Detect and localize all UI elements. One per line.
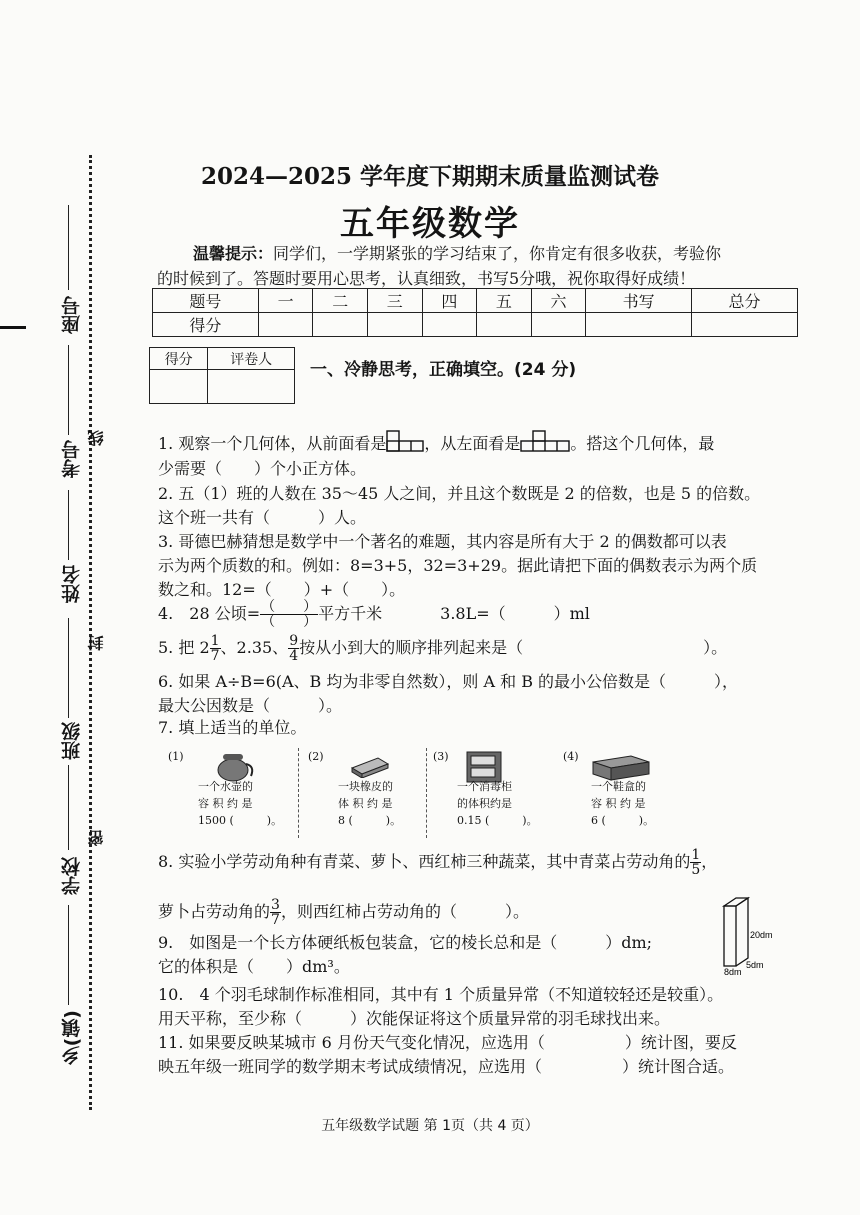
q11-text-b: 映五年级一班同学的数学期末考试成绩情况，应选用（ ）统计图合适。 (158, 1057, 735, 1076)
q4-text-c: 3.8L=（ ）ml (440, 604, 590, 623)
q3-text-b: 示为两个质数的和。例如：8=3+5，32=3+29。据此请把下面的偶数表示为两个质 (158, 556, 758, 575)
item-line-3: 8 ( )。 (338, 814, 402, 827)
q5-text-a: 5. 把 2 (158, 638, 210, 657)
item-number: (1) (168, 750, 184, 763)
q5-text-b: 、2.35、 (220, 638, 289, 657)
q9-dim-width: 5dm (746, 960, 764, 970)
item-line-2: 容 积 约 是 (198, 797, 253, 810)
q2-text-b: 这个班一共有（ ）人。 (158, 508, 367, 527)
score-header: 一 (258, 289, 313, 313)
exam-title: 2024—2025 学年度下期期末质量监测试卷 (200, 163, 660, 190)
q1-text-d: 少需要（ ）个小正方体。 (158, 459, 367, 478)
score-table (152, 288, 798, 337)
q3-text-c: 数之和。12=（ ）+（ ）。 (158, 580, 406, 599)
q1-text-b: ，从左面看是 (424, 434, 521, 453)
exam-no-label: 考号 (61, 440, 83, 478)
item-text (338, 778, 401, 829)
name-label: 姓名 (61, 565, 83, 603)
score-cell[interactable] (313, 313, 368, 337)
score-row-label: 得分 (153, 313, 259, 337)
q8-f1-num: 1 (691, 847, 701, 863)
item-line-1: 一块橡皮的 (338, 780, 393, 793)
grader-name-label: 评卷人 (208, 348, 295, 370)
grader-table (149, 347, 295, 404)
q7-item-shoebox (563, 748, 683, 838)
q1-text-a: 1. 观察一个几何体，从前面看是 (158, 434, 387, 453)
score-header: 书写 (586, 289, 692, 313)
tip-text-1: 同学们，一学期紧张的学习结束了，你肯定有很多收获，考验你 (273, 244, 722, 263)
q5-fraction-1 (210, 634, 221, 663)
grader-score-cell[interactable] (150, 370, 208, 404)
exam-no-blank[interactable] (68, 345, 69, 435)
q4-text-a: 4. 28 公顷= (158, 604, 261, 623)
cuboid-box-figure (716, 894, 808, 976)
score-header: 总分 (692, 289, 798, 313)
eraser-icon (348, 754, 392, 778)
score-header: 五 (477, 289, 532, 313)
q9-dim-length: 8dm (724, 967, 742, 976)
question-8-line-1: 8. 实验小学劳动角种有青菜、萝卜、西红柿三种蔬菜，其中青菜占劳动角的 $\frac{1}{5}$ ， (158, 847, 718, 878)
q4-numerator: （ ） (261, 599, 318, 615)
q8-text-a: 8. 实验小学劳动角种有青菜、萝卜、西红柿三种蔬菜，其中青菜占劳动角的 (158, 852, 691, 871)
q9-dim-height: 20dm (750, 930, 773, 940)
q5-f1-num: 1 (210, 633, 220, 649)
item-line-2: 体 积 约 是 (338, 797, 393, 810)
item-line-3: 0.15 ( )。 (457, 814, 538, 827)
question-8-line-2 (158, 898, 808, 927)
item-line-1: 一个鞋盒的 (591, 780, 646, 793)
q8-fraction-2 (270, 898, 281, 927)
item-divider (298, 748, 299, 838)
q8-f2-num: 3 (271, 897, 280, 913)
item-number: (3) (433, 750, 449, 763)
q8-text-b: 萝卜占劳动角的 (158, 902, 271, 921)
score-cell[interactable] (422, 313, 477, 337)
item-line-3: 6 ( )。 (591, 814, 655, 827)
item-line-2: 的体积约是 (457, 797, 512, 810)
school-label: 学校 (61, 857, 83, 895)
section-1-title: 一、冷静思考，正确填空。(24 分) (310, 360, 577, 380)
q4-denominator: （ ） (261, 614, 318, 630)
q8-text-c: ，则西红柿占劳动角的（ ）。 (280, 902, 529, 921)
class-blank[interactable] (68, 618, 69, 718)
q8-f1-den: 5 (691, 862, 701, 878)
q11-text-a: 11. 如果要反映某城市 6 月份天气变化情况，应选用（ ）统计图，要反 (158, 1033, 737, 1052)
score-cell[interactable] (692, 313, 798, 337)
q1-text-c: 。搭这个几何体，最 (570, 434, 715, 453)
seal-line-char: 线 (87, 430, 106, 446)
left-view-icon (520, 430, 570, 452)
seal-feng-char: 封 (87, 635, 106, 651)
item-number: (4) (563, 750, 579, 763)
q5-f2-den: 4 (289, 648, 299, 664)
q8-fraction-1 (690, 848, 701, 877)
item-divider (426, 748, 427, 838)
question-5 (158, 634, 808, 663)
q3-text-a: 3. 哥德巴赫猜想是数学中一个著名的难题，其内容是所有大于 2 的偶数都可以表 (158, 532, 727, 551)
name-blank[interactable] (68, 490, 69, 560)
q9-text-b: 它的体积是（ ）dm³。 (158, 957, 350, 976)
q4-text-b: 平方千米 (318, 604, 383, 623)
q10-text-a: 10. 4 个羽毛球制作标准相同，其中有 1 个质量异常（不知道较轻还是较重）。 (158, 985, 724, 1004)
item-text (457, 778, 538, 829)
item-line-1: 一个水壶的 (198, 780, 253, 793)
q6-text-a: 6. 如果 A÷B=6(A、B 均为非零自然数），则 A 和 B 的最小公倍数是（ ）， (158, 672, 739, 691)
seat-label: 座号 (61, 296, 83, 334)
town-blank[interactable] (68, 905, 69, 1005)
q7-item-kettle (168, 748, 288, 838)
score-header: 六 (531, 289, 586, 313)
score-cell[interactable] (367, 313, 422, 337)
item-text (198, 778, 282, 829)
front-view-icon (386, 430, 424, 452)
q4-fraction (260, 600, 318, 629)
seal-mi-char: 密 (87, 830, 106, 846)
q7-item-cabinet (433, 748, 553, 838)
q8-f2-den: 7 (271, 912, 280, 928)
score-header: 题号 (153, 289, 259, 313)
q7-items (168, 748, 678, 838)
item-text (591, 778, 654, 829)
score-cell[interactable] (477, 313, 532, 337)
question-4 (158, 600, 808, 629)
item-line-1: 一个消毒柜 (457, 780, 512, 793)
q9-text-a: 9. 如图是一个长方体硬纸板包装盒，它的棱长总和是（ ）dm; (158, 933, 653, 952)
q5-fraction-2 (288, 634, 299, 663)
binding-mark (0, 326, 26, 329)
question-1 (158, 430, 808, 456)
q5-f1-den: 7 (210, 648, 220, 664)
score-header: 四 (422, 289, 477, 313)
item-number: (2) (308, 750, 324, 763)
page-footer: 五年级数学试题 第 1页（共 4 页） (321, 1118, 539, 1134)
school-blank[interactable] (68, 765, 69, 850)
q5-text-c: 按从小到大的顺序排列起来是（ (299, 638, 524, 657)
grader-name-cell[interactable] (208, 370, 295, 404)
item-line-2: 容 积 约 是 (591, 797, 646, 810)
class-label: 班级 (61, 722, 83, 760)
town-label: 乡(镇) (61, 1010, 83, 1066)
warm-tip (157, 241, 807, 291)
score-cell[interactable] (586, 313, 692, 337)
tip-text-2: 的时候到了。答题时要用心思考，认真细致，书写5分哦，祝你取得好成绩！ (157, 269, 696, 288)
seal-dotted-line (89, 155, 92, 1110)
grader-score-label: 得分 (150, 348, 208, 370)
tip-label: 温馨提示： (193, 244, 274, 263)
q5-f2-num: 9 (289, 633, 299, 649)
q5-text-d: ）。 (703, 638, 728, 657)
score-cell[interactable] (531, 313, 586, 337)
q6-text-b: 最大公因数是（ ）。 (158, 696, 343, 715)
score-header: 二 (313, 289, 368, 313)
exam-subtitle: 五年级数学 (340, 204, 520, 244)
score-header: 三 (367, 289, 422, 313)
q7-text: 7. 填上适当的单位。 (158, 718, 307, 737)
item-line-3: 1500 ( )。 (198, 814, 283, 827)
score-cell[interactable] (258, 313, 313, 337)
q2-text-a: 2. 五（1）班的人数在 35～45 人之间，并且这个数既是 2 的倍数，也是 5 的倍数。 (158, 484, 761, 503)
q7-item-eraser (308, 748, 428, 838)
q10-text-b: 用天平称，至少称（ ）次能保证将这个质量异常的羽毛球找出来。 (158, 1009, 671, 1028)
